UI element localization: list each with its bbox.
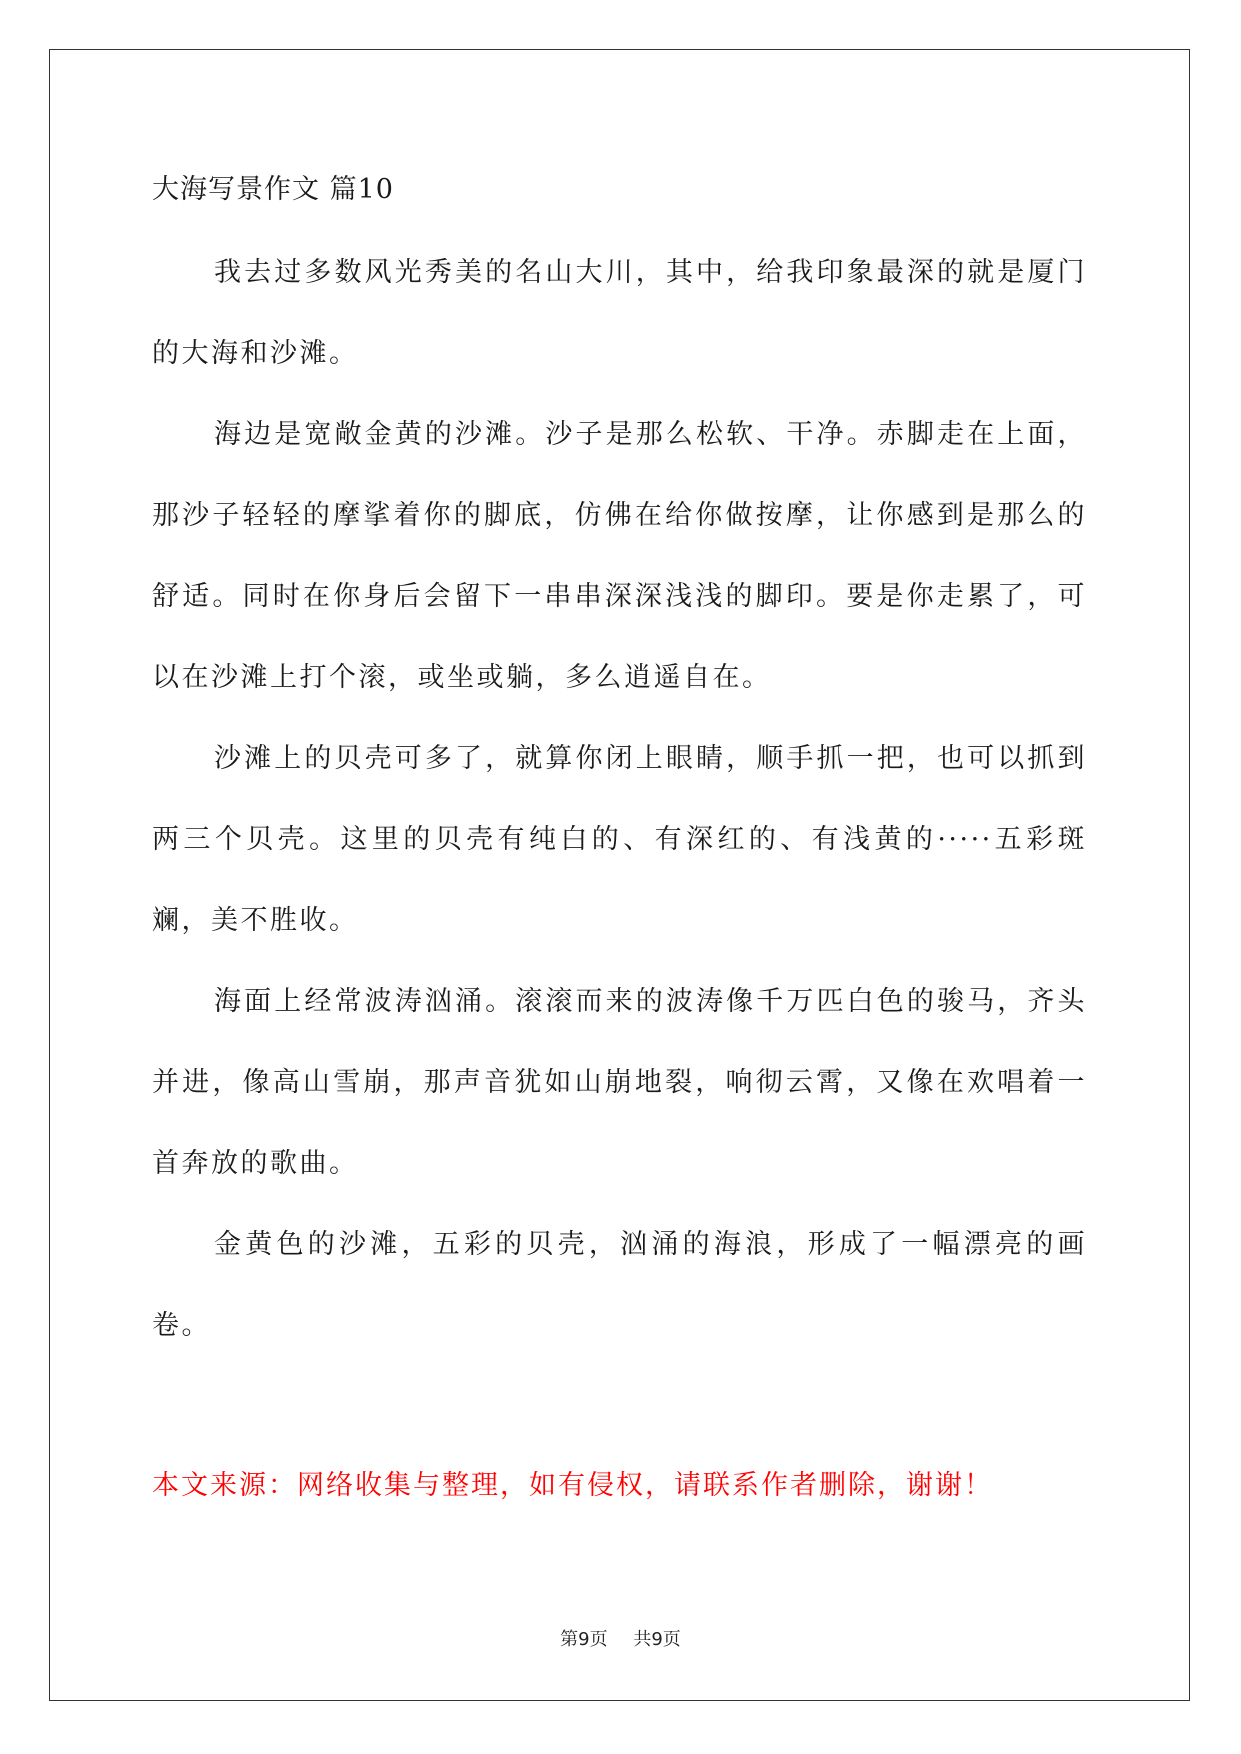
page-number-total: 共9页 <box>633 1629 681 1650</box>
source-note: 本文来源：网络收集与整理，如有侵权，请联系作者删除，谢谢！ <box>152 1470 993 1501</box>
paragraph-4: 海面上经常波涛汹涌。滚滚而来的波涛像千万匹白色的骏马，齐头并进，像高山雪崩，那声音犹如山崩地裂，响彻云霄，又像在欢唱着一首奔放的歌曲。 <box>152 986 1087 1179</box>
paragraph-5: 金黄色的沙滩，五彩的贝壳，汹涌的海浪，形成了一幅漂亮的画卷。 <box>152 1229 1087 1341</box>
page-footer <box>0 1628 1241 1652</box>
paragraph-3: 沙滩上的贝壳可多了，就算你闭上眼睛，顺手抓一把，也可以抓到两三个贝壳。这里的贝壳有纯白的、有深红的、有浅黄的·····五彩斑斓，美不胜收。 <box>152 743 1087 936</box>
paragraph-2: 海边是宽敞金黄的沙滩。沙子是那么松软、干净。赤脚走在上面，那沙子轻轻的摩挲着你的脚底，仿佛在给你做按摩，让你感到是那么的舒适。同时在你身后会留下一串串深深浅浅的脚印。要是你走累了，可以在沙滩上打个滚，或坐或躺，多么逍遥自在。 <box>152 419 1087 693</box>
page-number-current: 第9页 <box>560 1629 608 1650</box>
paragraph-1: 我去过多数风光秀美的名山大川，其中，给我印象最深的就是厦门的大海和沙滩。 <box>152 257 1087 369</box>
document-body <box>152 170 1087 1366</box>
document-title: 大海写景作文 篇10 <box>152 174 394 205</box>
